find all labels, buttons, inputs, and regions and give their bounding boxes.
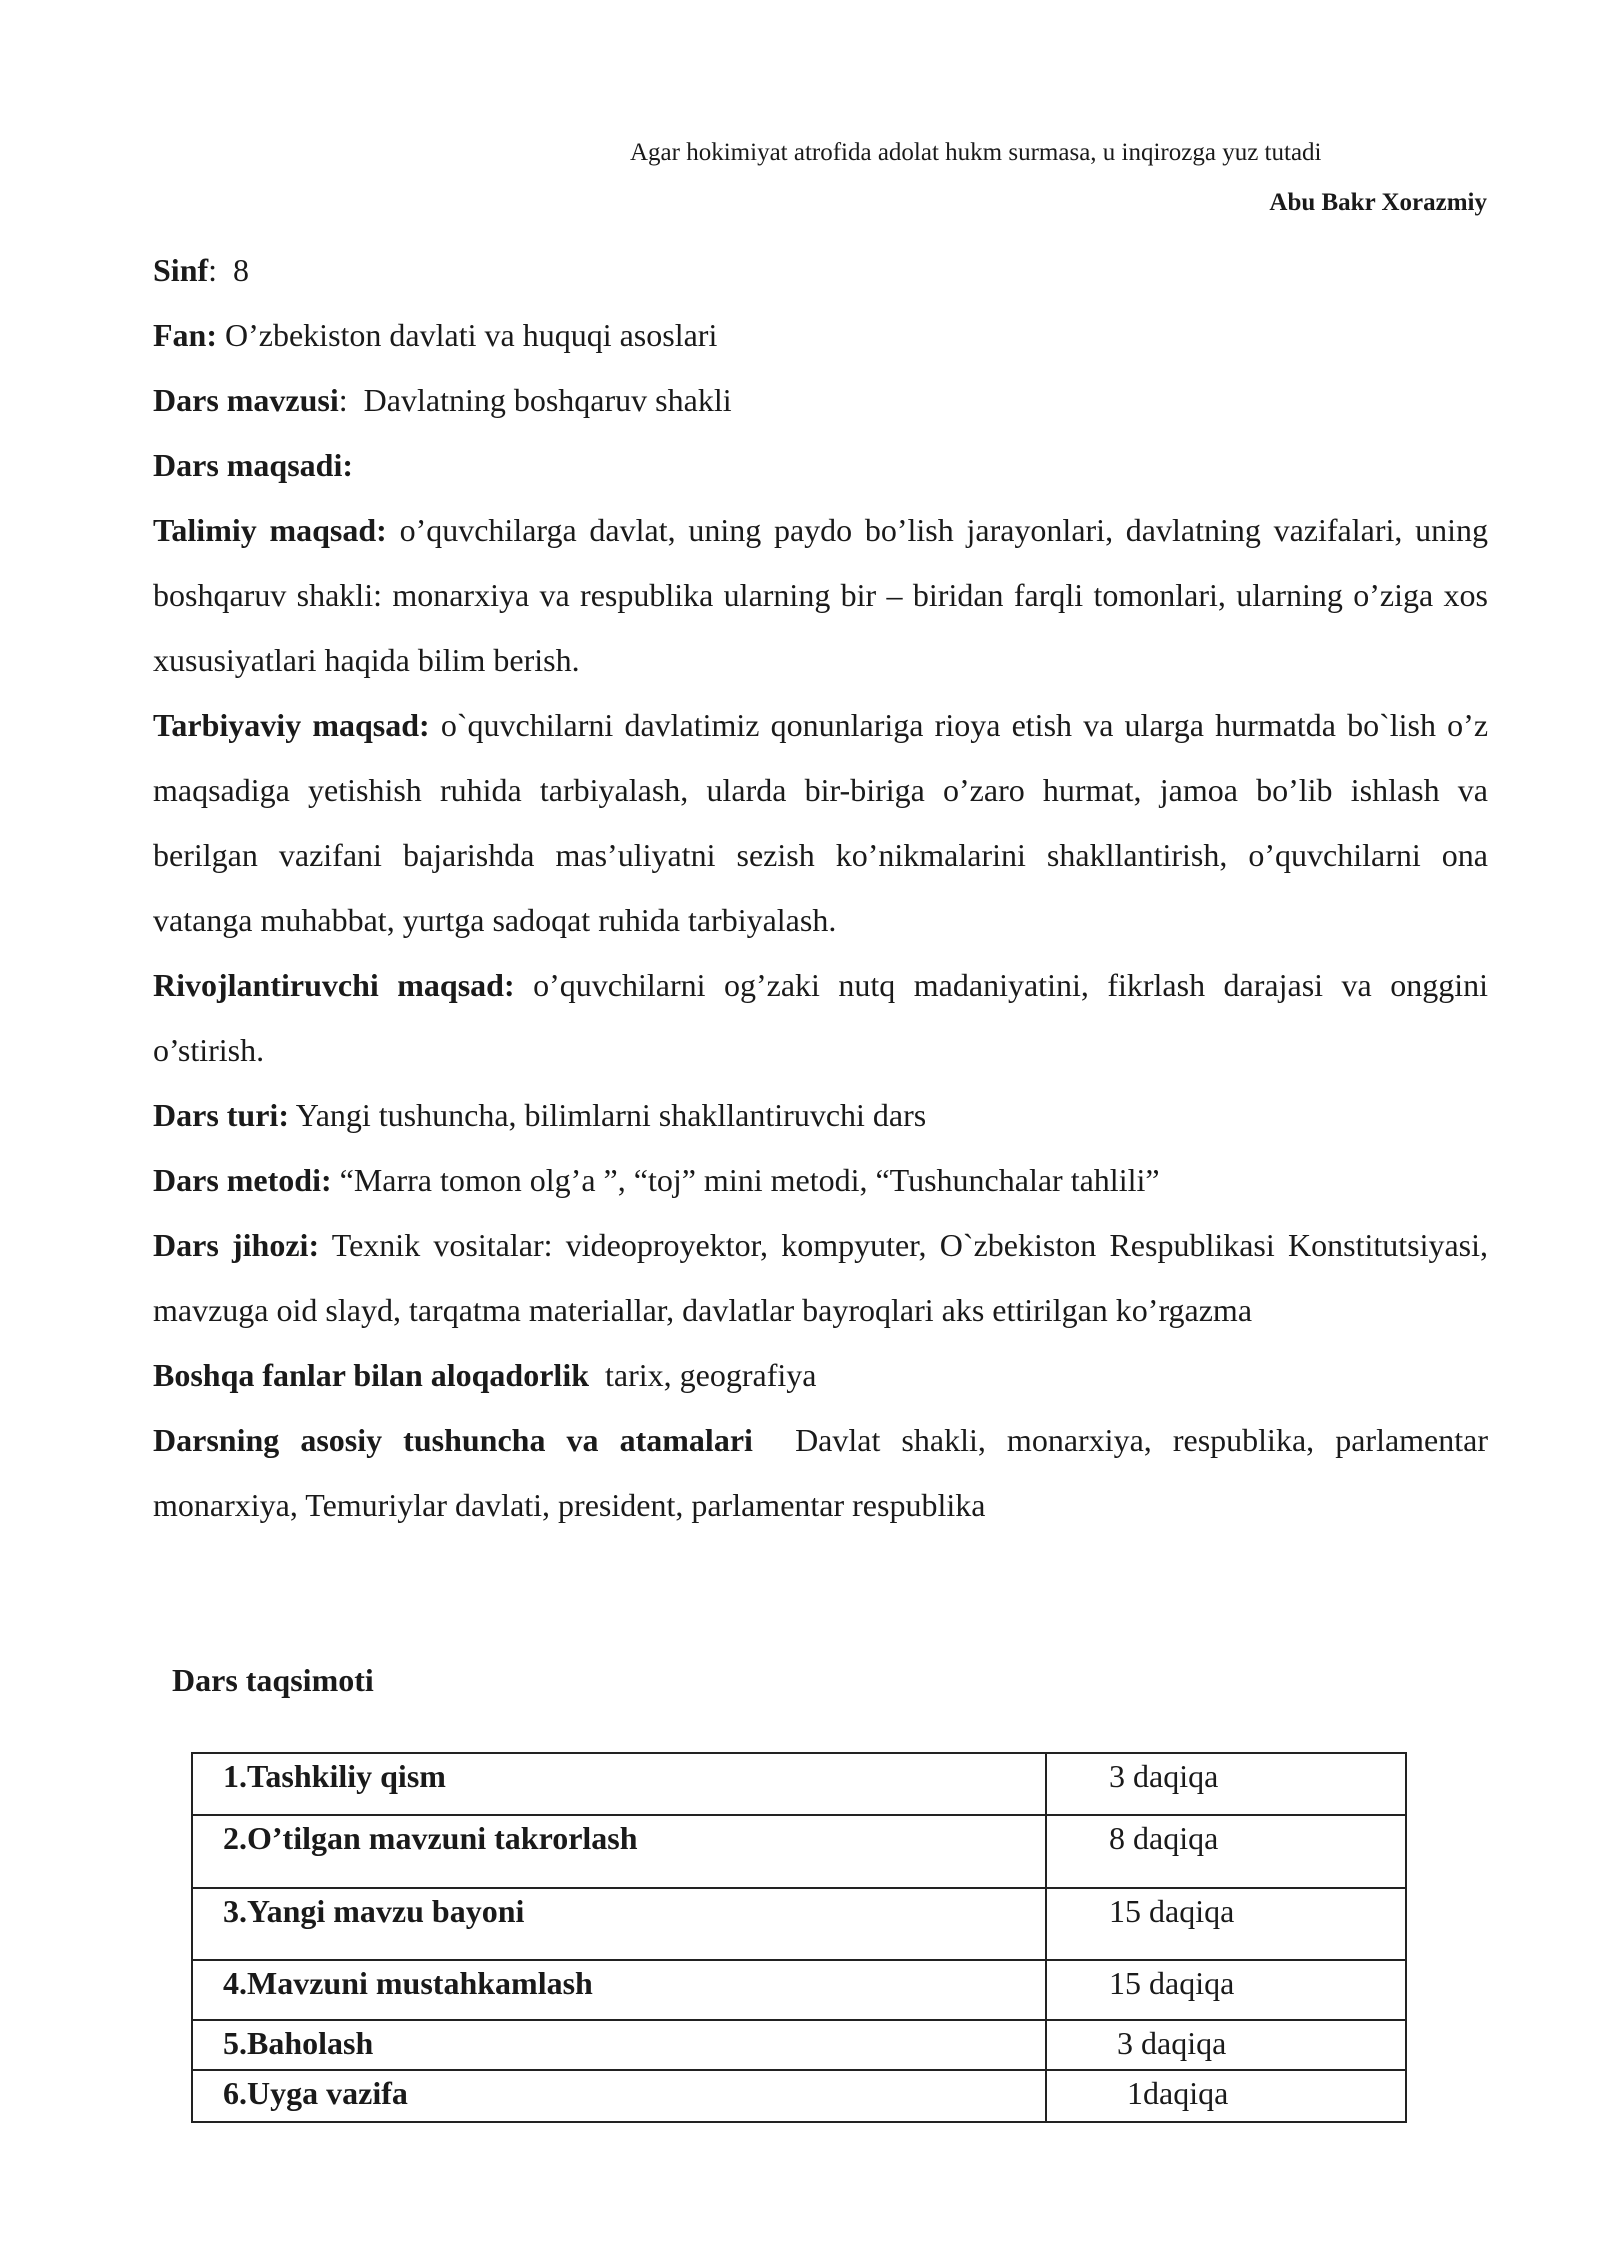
row-time: 3 daqiqa <box>1046 1753 1406 1815</box>
rivoj-value: o’quvchilarni og’zaki nutq madaniyatini, fikrlash darajasi va onggini o’stirish. <box>153 967 1489 1068</box>
table-row <box>192 1815 1406 1888</box>
aloqa-value: tarix, geografiya <box>605 1357 817 1393</box>
metodi-label: Dars metodi: <box>153 1162 332 1198</box>
row-part: 5.Baholash <box>192 2020 1046 2070</box>
metodi-value: “Marra tomon olg’a ”, “toj” mini metodi, “Tushunchalar tahlili” <box>339 1162 1160 1198</box>
atama-label: Darsning asosiy tushuncha va atamalari <box>153 1422 753 1458</box>
mavzu-value: Davlatning boshqaruv shakli <box>363 382 732 418</box>
atama-paragraph <box>153 1408 1488 1538</box>
aloqa-label: Boshqa fanlar bilan aloqadorlik <box>153 1357 589 1393</box>
epigraph-quote: Agar hokimiyat atrofida adolat hukm surmasa, u inqirozga yuz tutadi <box>630 139 1322 166</box>
fan-value: O’zbekiston davlati va huquqi asoslari <box>225 317 718 353</box>
row-part: 6.Uyga vazifa <box>192 2070 1046 2122</box>
row-part: 2.O’tilgan mavzuni takrorlash <box>192 1815 1046 1888</box>
sinf-line: Sinf: 8 <box>153 252 250 288</box>
turi-value: Yangi tushuncha, bilimlarni shakllantiruvchi dars <box>295 1097 927 1133</box>
talimiy-value: o’quvchilarga davlat, uning paydo bo’lish jarayonlari, davlatning vazifalari, uning boshqaruv shakli: monarxiya va respublika ularning bir – biridan farqli tomonlari, ularning o’ziga xos xususiyatlari haqida bilim berish. <box>153 512 1489 678</box>
mavzu-label: Dars mavzusi <box>153 382 339 418</box>
lesson-plan-body <box>153 238 1488 1538</box>
row-time: 3 daqiqa <box>1046 2020 1406 2070</box>
table-row <box>192 1960 1406 2020</box>
tarbiyaviy-paragraph <box>153 693 1488 953</box>
row-time: 15 daqiqa <box>1046 1960 1406 2020</box>
aloqa-line <box>153 1343 1488 1408</box>
epigraph-author: Abu Bakr Xorazmiy <box>1269 189 1487 216</box>
row-time: 15 daqiqa <box>1046 1888 1406 1960</box>
talimiy-paragraph <box>153 498 1488 693</box>
row-time: 8 daqiqa <box>1046 1815 1406 1888</box>
tarbiyaviy-label: Tarbiyaviy maqsad: <box>153 707 430 743</box>
table-row <box>192 1888 1406 1960</box>
rivoj-paragraph <box>153 953 1488 1083</box>
row-part: 4.Mavzuni mustahkamlash <box>192 1960 1046 2020</box>
jihozi-label: Dars jihozi: <box>153 1227 320 1263</box>
atama-value: Davlat shakli, monarxiya, respublika, parlamentar monarxiya, Temuriylar davlati, president, parlamentar respublika <box>153 1422 1489 1523</box>
talimiy-label: Talimiy maqsad: <box>153 512 387 548</box>
sinf-label: Sinf <box>153 252 209 288</box>
row-time: 1daqiqa <box>1046 2070 1406 2122</box>
table-row <box>192 1753 1406 1815</box>
metodi-line <box>153 1148 1488 1213</box>
sinf-value: 8 <box>233 252 250 288</box>
table-row <box>192 2020 1406 2070</box>
turi-label: Dars turi: <box>153 1097 289 1133</box>
turi-line <box>153 1083 1488 1148</box>
distribution-title: Dars taqsimoti <box>172 1662 374 1698</box>
maqsad-heading <box>153 433 1488 498</box>
table-row <box>192 2070 1406 2122</box>
jihozi-paragraph <box>153 1213 1488 1343</box>
row-part: 3.Yangi mavzu bayoni <box>192 1888 1046 1960</box>
distribution-table <box>191 1752 1407 2123</box>
fan-line <box>153 303 1488 368</box>
mavzu-line: Dars mavzusi: Davlatning boshqaruv shakli <box>153 382 732 418</box>
tarbiyaviy-value: o`quvchilarni davlatimiz qonunlariga rioya etish va ularga hurmatda bo`lish o’z maqsadiga yetishish ruhida tarbiyalash, ularda bir-biriga o’zaro hurmat, jamoa bo’lib ishlash va berilgan vazifani bajarishda mas’uliyatni sezish ko’nikmalarini shakllantirish, o’quvchilarni ona vatanga muhabbat, yurtga sadoqat ruhida tarbiyalash. <box>153 707 1489 938</box>
maqsad-label: Dars maqsadi: <box>153 447 354 483</box>
fan-label: Fan: <box>153 317 217 353</box>
rivoj-label: Rivojlantiruvchi maqsad: <box>153 967 515 1003</box>
jihozi-value: Texnik vositalar: videoproyektor, kompyuter, O`zbekiston Respublikasi Konstitutsiyasi, mavzuga oid slayd, tarqatma materiallar, davlatlar bayroqlari aks ettirilgan ko’rgazma <box>153 1227 1489 1328</box>
row-part: 1.Tashkiliy qism <box>192 1753 1046 1815</box>
